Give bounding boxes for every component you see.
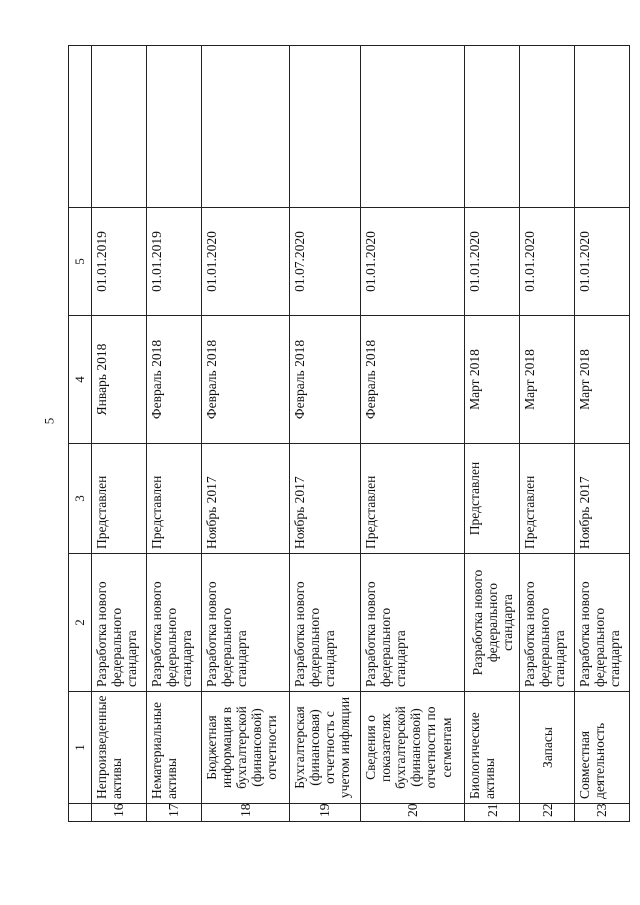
row-date: 01.01.2020: [465, 208, 520, 316]
row-term: Февраль 2018: [201, 316, 289, 444]
row-work: Разработка нового федерального стандарта: [201, 554, 289, 692]
header-cell-num: [69, 804, 92, 822]
row-status: Представлен: [92, 444, 147, 554]
row-term: Март 2018: [465, 316, 520, 444]
table-row: [465, 46, 520, 822]
row-work: Разработка нового федерального стандарта: [465, 554, 520, 692]
table-header-row: [69, 46, 92, 822]
table-row: [360, 46, 464, 822]
row-term: Январь 2018: [92, 316, 147, 444]
row-name: Сведения о показателях бухгалтерской (финансовой) отчетности по сегментам: [360, 692, 464, 804]
row-number: 23: [575, 804, 630, 822]
header-cell-1: 1: [69, 692, 92, 804]
row-number: 16: [92, 804, 147, 822]
row-date: 01.01.2020: [201, 208, 289, 316]
row-extra: [575, 46, 630, 208]
row-name: Совместная деятельность: [575, 692, 630, 804]
row-status: Представлен: [360, 444, 464, 554]
row-date: 01.01.2020: [360, 208, 464, 316]
row-status: Ноябрь 2017: [289, 444, 360, 554]
row-name: Биологические активы: [465, 692, 520, 804]
row-name: Нематериальные активы: [146, 692, 201, 804]
header-cell-5: 5: [69, 208, 92, 316]
row-number: 18: [201, 804, 289, 822]
row-status: Представлен: [465, 444, 520, 554]
table-row: [201, 46, 289, 822]
row-date: 01.01.2019: [146, 208, 201, 316]
row-status: Ноябрь 2017: [201, 444, 289, 554]
row-number: 22: [520, 804, 575, 822]
header-cell-2: 2: [69, 554, 92, 692]
row-number: 19: [289, 804, 360, 822]
row-extra: [146, 46, 201, 208]
row-work: Разработка нового федерального стандарта: [146, 554, 201, 692]
row-term: Февраль 2018: [289, 316, 360, 444]
table-row: [289, 46, 360, 822]
row-term: Февраль 2018: [360, 316, 464, 444]
row-status: Ноябрь 2017: [575, 444, 630, 554]
row-date: 01.01.2019: [92, 208, 147, 316]
row-term: Март 2018: [520, 316, 575, 444]
row-work: Разработка нового федерального стандарта: [575, 554, 630, 692]
header-cell-extra: [69, 46, 92, 208]
row-name: Бухгалтерская (финансовая) отчетность с учетом инфляции: [289, 692, 360, 804]
row-status: Представлен: [146, 444, 201, 554]
row-term: Март 2018: [575, 316, 630, 444]
row-work: Разработка нового федерального стандарта: [520, 554, 575, 692]
row-status: Представлен: [520, 444, 575, 554]
row-date: 01.01.2020: [575, 208, 630, 316]
row-number: 20: [360, 804, 464, 822]
row-extra: [92, 46, 147, 208]
row-number: 21: [465, 804, 520, 822]
standards-table: [68, 45, 630, 822]
page-number: 5: [41, 417, 57, 425]
row-name: Запасы: [520, 692, 575, 804]
table-row: [520, 46, 575, 822]
row-date: 01.01.2020: [520, 208, 575, 316]
row-name: Бюджетная информация в бухгалтерской (финансовой) отчетности: [201, 692, 289, 804]
row-work: Разработка нового федерального стандарта: [289, 554, 360, 692]
table-row: [146, 46, 201, 822]
row-term: Февраль 2018: [146, 316, 201, 444]
row-extra: [520, 46, 575, 208]
row-work: Разработка нового федерального стандарта: [360, 554, 464, 692]
table-row: [575, 46, 630, 822]
row-extra: [465, 46, 520, 208]
row-date: 01.07.2020: [289, 208, 360, 316]
row-number: 17: [146, 804, 201, 822]
header-cell-3: 3: [69, 444, 92, 554]
row-extra: [360, 46, 464, 208]
row-extra: [201, 46, 289, 208]
rotated-table-inner: [68, 46, 630, 822]
table-row: [92, 46, 147, 822]
header-cell-4: 4: [69, 316, 92, 444]
row-extra: [289, 46, 360, 208]
row-name: Непроизведенные активы: [92, 692, 147, 804]
row-work: Разработка нового федерального стандарта: [92, 554, 147, 692]
